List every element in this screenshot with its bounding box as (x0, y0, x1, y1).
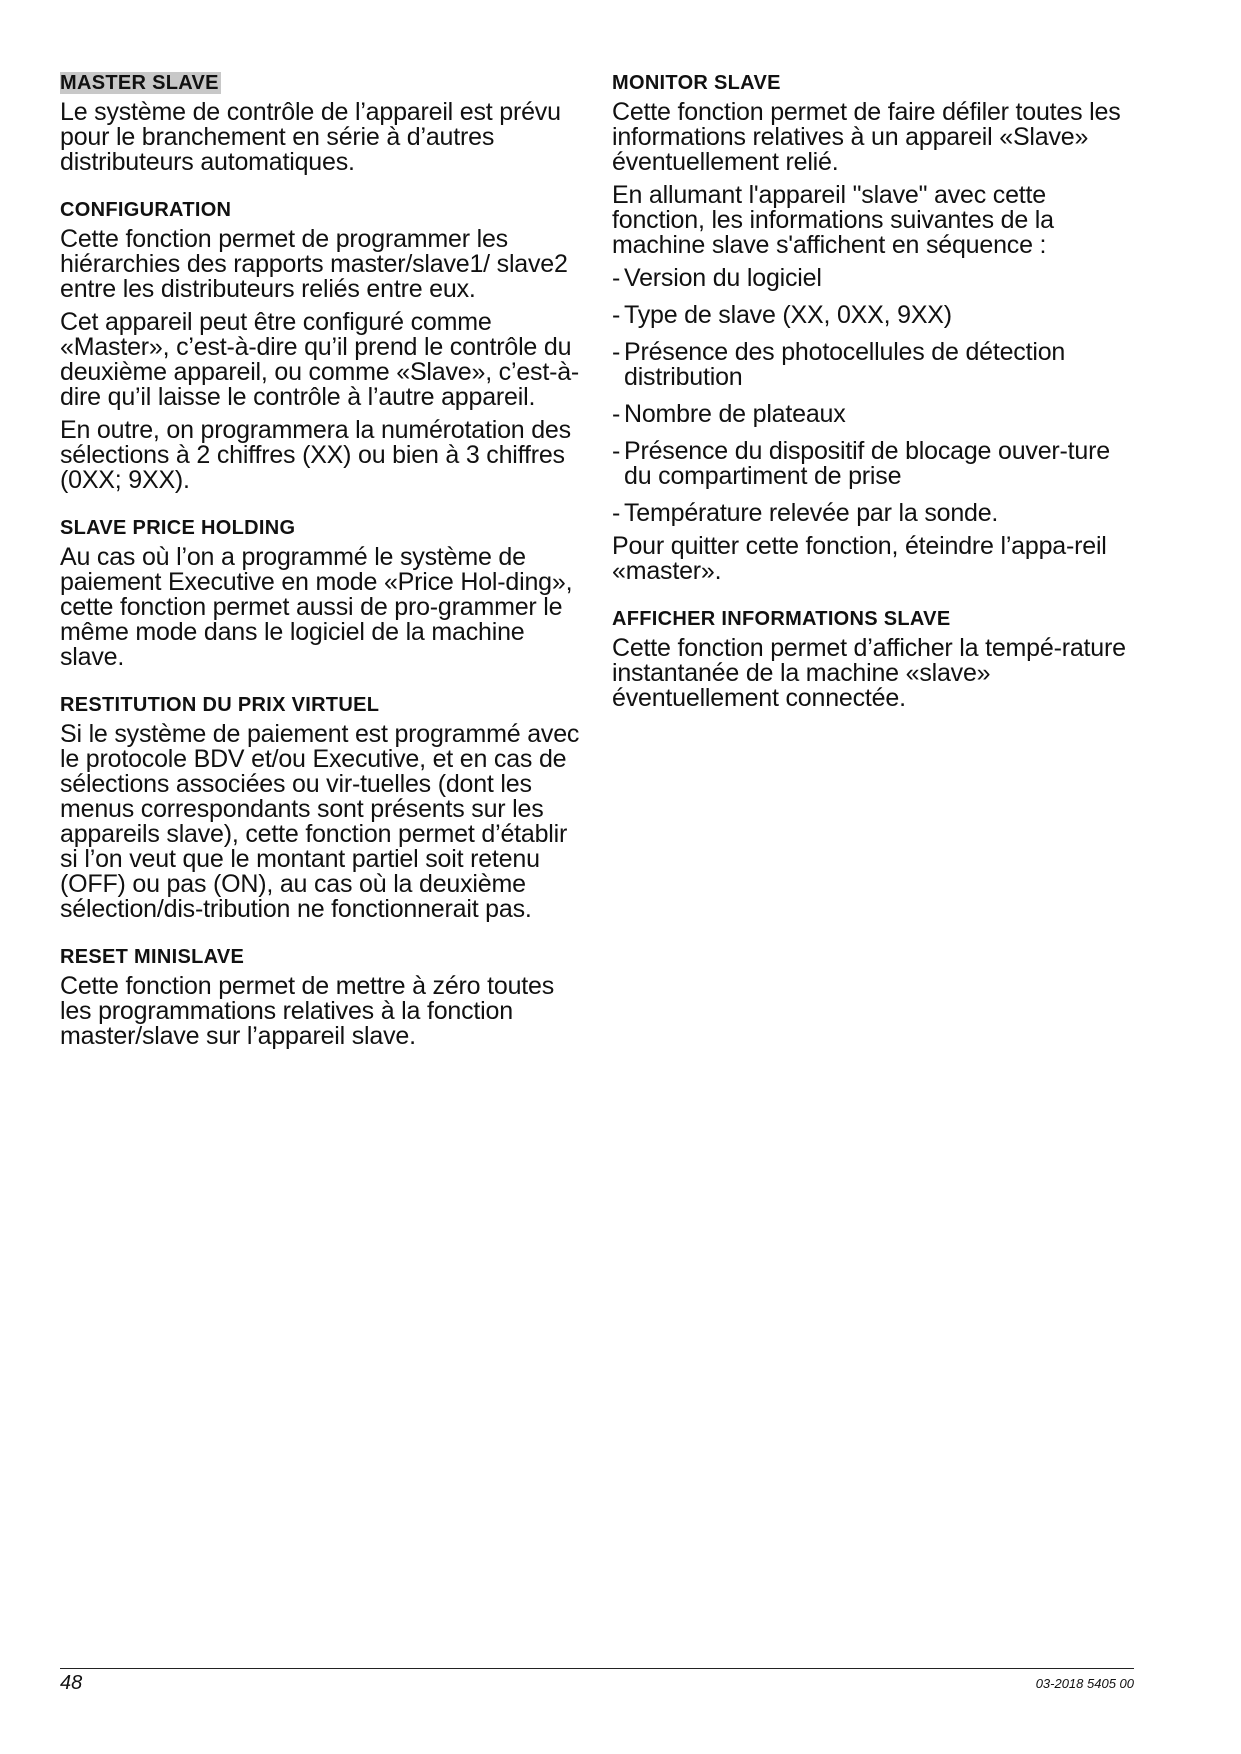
section-heading-master-slave: MASTER SLAVE (60, 72, 219, 94)
paragraph: Cette fonction permet d’afficher la tempé-rature instantanée de la machine «slave» éventuellement connectée. (612, 634, 1126, 712)
list-item: - Présence des photocellules de détection distribution (612, 340, 1132, 390)
left-column (60, 72, 580, 1073)
info-list (612, 266, 1132, 526)
paragraph: Cette fonction permet de programmer les hiérarchies des rapports master/slave1/ slave2 entre les distributeurs reliés entre eux. (60, 225, 568, 303)
list-item: - Type de slave (XX, 0XX, 9XX) (612, 303, 1132, 328)
list-item: - Nombre de plateaux (612, 402, 1132, 427)
paragraph: En outre, on programmera la numérotation des sélections à 2 chiffres (XX) ou bien à 3 chiffres (0XX; 9XX). (60, 416, 571, 494)
section-heading-afficher-informations: AFFICHER INFORMATIONS SLAVE (612, 608, 951, 630)
section-configuration (60, 199, 580, 493)
paragraph: Au cas où l’on a programmé le système de paiement Executive en mode «Price Hol-ding», cette fonction permet aussi de pro-grammer le même mode dans le logiciel de la machine slave. (60, 543, 573, 671)
page-number: 48 (60, 1672, 83, 1694)
section-reset-minislave (60, 946, 580, 1049)
section-monitor-slave (612, 72, 1132, 584)
list-item: - Présence du dispositif de blocage ouver-ture du compartiment de prise (612, 439, 1132, 489)
section-restitution-prix-virtuel (60, 694, 580, 922)
paragraph: Le système de contrôle de l’appareil est prévu pour le branchement en série à d’autres distributeurs automatiques. (60, 98, 561, 176)
paragraph: Cette fonction permet de faire défiler toutes les informations relatives à un appareil «Slave» éventuellement relié. (612, 98, 1121, 176)
section-afficher-informations-slave (612, 608, 1132, 711)
list-item: - Température relevée par la sonde. (612, 501, 1132, 526)
section-heading-monitor-slave: MONITOR SLAVE (612, 72, 781, 94)
paragraph: Cette fonction permet de mettre à zéro toutes les programmations relatives à la fonction master/slave sur l’appareil slave. (60, 972, 555, 1050)
section-heading-reset-minislave: RESET MINISLAVE (60, 946, 245, 968)
footer-divider (60, 1668, 1134, 1669)
right-column (612, 72, 1132, 735)
list-item: - Version du logiciel (612, 266, 1132, 291)
paragraph: En allumant l'appareil "slave" avec cette fonction, les informations suivantes de la machine slave s'affichent en séquence : (612, 181, 1054, 259)
section-heading-restitution: RESTITUTION DU PRIX VIRTUEL (60, 694, 380, 716)
section-master-slave (60, 72, 580, 175)
paragraph: Pour quitter cette fonction, éteindre l’appa-reil «master». (612, 532, 1107, 585)
paragraph: Cet appareil peut être configuré comme «Master», c’est-à-dire qu’il prend le contrôle du deuxième appareil, ou comme «Slave», c’est-à-dire qu’il laisse le contrôle à l’autre appareil. (60, 308, 580, 411)
section-heading-configuration: CONFIGURATION (60, 199, 232, 221)
paragraph: Si le système de paiement est programmé avec le protocole BDV et/ou Executive, et en cas de sélections associées ou vir-tuelles (dont les menus correspondants sont présents sur les appareils slave), cette fonction permet d’établir si l’on veut que le montant partiel soit retenu (OFF) ou pas (ON), au cas où la deuxième sélection/dis-tribution ne fonctionnerait pas. (60, 720, 580, 923)
section-slave-price-holding (60, 517, 580, 670)
document-reference: 03-2018 5405 00 (1035, 1676, 1134, 1691)
section-heading-slave-price-holding: SLAVE PRICE HOLDING (60, 517, 296, 539)
